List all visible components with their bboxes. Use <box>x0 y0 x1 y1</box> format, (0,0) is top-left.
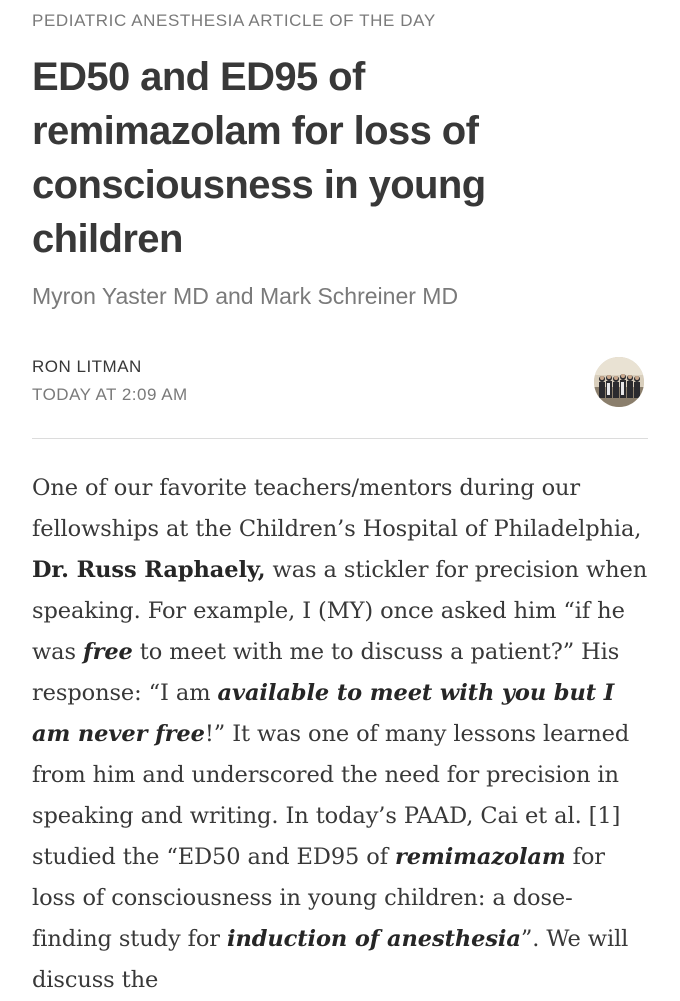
text-run: to meet with me to discuss a patient?” His response: “I am <box>32 639 620 706</box>
byline-divider <box>32 438 648 439</box>
article-title: ED50 and ED95 of remimazolam for loss of consciousness in young children <box>32 55 486 261</box>
byline <box>32 353 648 413</box>
text-run: for loss of consciousness in young children: a dose-finding study for <box>32 844 605 952</box>
article-subtitle: Myron Yaster MD and Mark Schreiner MD <box>32 283 459 309</box>
group-photo-avatar-icon[interactable] <box>594 357 644 407</box>
text-run: One of our favorite teachers/mentors during our fellowships at the Children’s Hospital of Philadelphia, <box>32 475 642 542</box>
avatar-photo-icon <box>594 357 644 407</box>
author-name[interactable]: RON LITMAN <box>32 357 142 376</box>
text-run: was a stickler for precision when speaking. For example, I (MY) once asked him “if he was <box>32 557 648 665</box>
text-run: ”. We will discuss the <box>32 926 629 993</box>
text-run: !” It was one of many lessons learned from him and underscored the need for precision in speaking and writing. In today’s PAAD, Cai et al. [1] studied the “ED50 and ED95 of <box>32 721 630 870</box>
publication-kicker[interactable]: PEDIATRIC ANESTHESIA ARTICLE OF THE DAY <box>32 11 436 30</box>
emphasis-free: free <box>82 639 133 665</box>
emphasis-drug: remimazolam <box>395 844 566 870</box>
article-paragraph <box>32 468 648 1001</box>
emphasis-quote: available to meet with you but I am never free <box>32 680 615 747</box>
emphasis-induction: induction of anesthesia <box>227 926 521 952</box>
post-timestamp: TODAY AT 2:09 AM <box>32 385 188 404</box>
mentor-name-bold: Dr. Russ Raphaely, <box>32 557 266 583</box>
